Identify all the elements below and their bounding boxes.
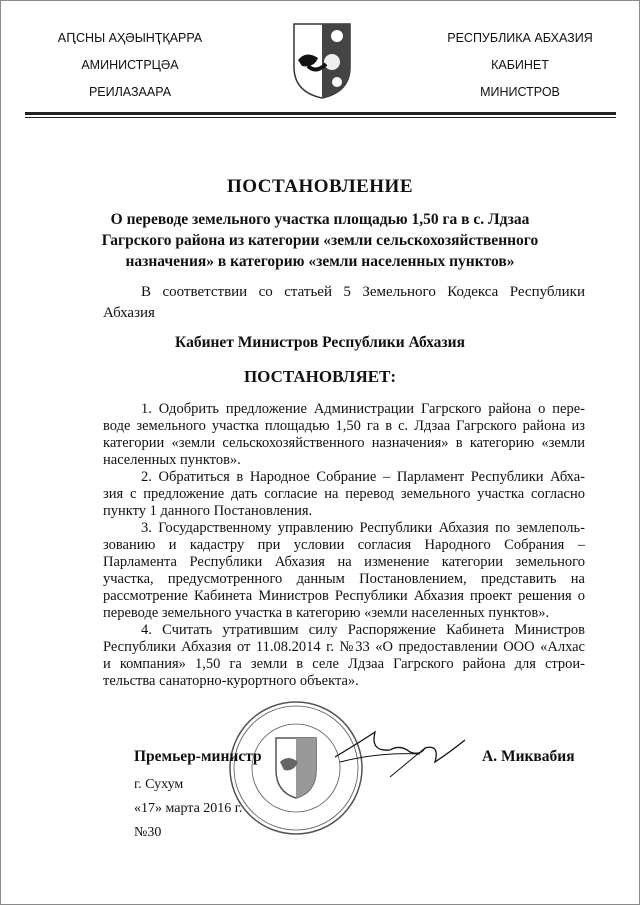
header-right-line: РЕСПУБЛИКА АБХАЗИЯ xyxy=(447,31,593,45)
decree-item-line: зия с предложение дать согласие на перевод земельного участка согласно xyxy=(103,486,585,502)
document-subtitle xyxy=(80,209,560,272)
signatory-position: Премьер-министр xyxy=(134,748,262,765)
decree-item-line: 4. Считать утратившим силу Распоряжение Кабинета Министров xyxy=(141,622,585,638)
header-rule-thick xyxy=(25,112,616,115)
preamble xyxy=(103,282,585,324)
header-right-line: МИНИСТРОВ xyxy=(480,85,560,99)
decree-item-line: Парламента Республики Абхазия на изменение категории земельного xyxy=(103,554,585,570)
decree-item-line: участка, предусмотренного данным Постановлением, представить на xyxy=(103,571,585,587)
decree-item-line: категории «земли сельскохозяйственного назначения» в категорию «земли xyxy=(103,435,585,451)
preamble-line: В соответствии со статьей 5 Земельного Кодекса Республики xyxy=(141,284,585,300)
document-title: ПОСТАНОВЛЕНИЕ xyxy=(226,176,414,197)
header-left-line: АԤСНЫ АҲӘЫНҬҚАРРА xyxy=(57,31,203,45)
decree-item-line: зованию и кадастру при условии согласия Народного Собрания – xyxy=(103,537,585,553)
header-left-line: АМИНИСТРЦӘА xyxy=(81,58,179,72)
coat-of-arms-emblem xyxy=(292,22,352,100)
decree-item-line: рассмотрение Кабинета Министров Республики Абхазия проект решения о xyxy=(103,588,585,604)
decree-item-line: тельства санаторно-курортного объекта». xyxy=(103,673,359,689)
decree-heading: ПОСТАНОВЛЯЕТ: xyxy=(243,367,397,386)
decree-item-line: переводе земельного участка в категорию «земли населенных пунктов». xyxy=(103,605,550,621)
subtitle-line: О переводе земельного участка площадью 1,50 га в с. Лдзаа xyxy=(110,211,530,228)
header-right-line: КАБИНЕТ xyxy=(491,58,549,72)
preamble-line: Абхазия xyxy=(103,305,155,321)
decree-items xyxy=(103,401,585,690)
decree-item-line: Республики Абхазия от 11.08.2014 г. №33 «О предоставлении ООО «Алхас xyxy=(103,639,585,655)
decree-item-line: воде земельного участка площадью 1,50 га в с. Лдзаа Гагрского района из xyxy=(103,418,585,434)
header-rule-thin xyxy=(25,117,616,118)
decree-item-line: и компания» 1,50 га земли в селе Лдзаа Гагрского района для строи- xyxy=(103,656,585,672)
issuer: Кабинет Министров Республики Абхазия xyxy=(175,334,465,351)
decree-item-line: пункту 1 данного Постановления. xyxy=(103,503,313,519)
handwritten-signature xyxy=(330,722,470,782)
header-right xyxy=(420,31,620,112)
subtitle-line: назначения» в категорию «земли населенных пунктов» xyxy=(125,253,515,270)
issue-city: г. Сухум xyxy=(134,777,184,792)
header-left-line: РЕИЛАЗААРА xyxy=(88,85,172,99)
signatory-name: А. Миквабия xyxy=(482,748,575,765)
document-number: №30 xyxy=(134,825,162,840)
header-left xyxy=(30,31,230,112)
decree-item-line: 3. Государственному управлению Республики Абхазия по землеполь- xyxy=(141,520,585,536)
decree-item-line: населенных пунктов». xyxy=(103,452,241,468)
decree-item-line: 2. Обратиться в Народное Собрание – Парламент Республики Абха- xyxy=(141,469,585,485)
issue-date: «17» марта 2016 г. xyxy=(134,801,243,816)
subtitle-line: Гагрского района из категории «земли сельскохозяйственного xyxy=(101,232,539,249)
decree-item-line: 1. Одобрить предложение Администрации Гагрского района о пере- xyxy=(141,401,585,417)
